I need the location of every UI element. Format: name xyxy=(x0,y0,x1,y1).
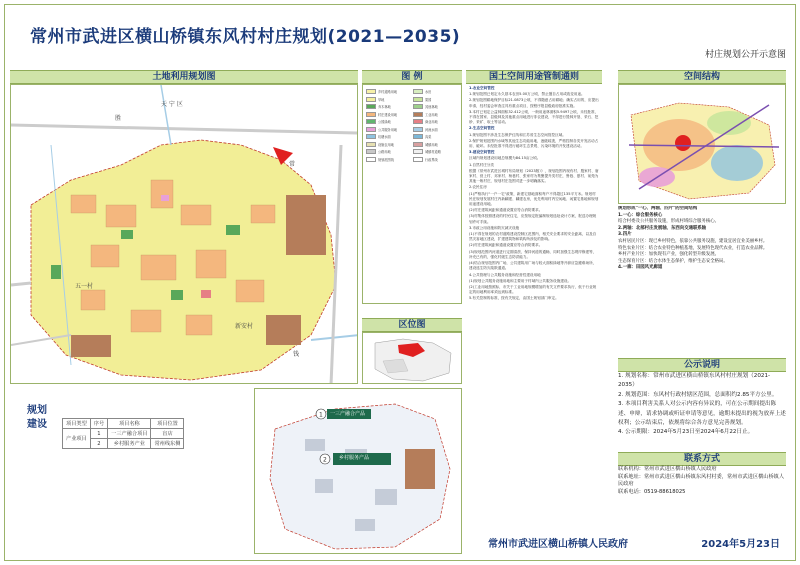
legend-label: 乔木林地 xyxy=(378,105,391,110)
legend-swatch xyxy=(413,112,423,117)
label-xinlian: 新安村 xyxy=(235,323,254,330)
legend-label: 村庄建设用地 xyxy=(378,112,398,117)
rules-paragraph: (2)村庄建筑间距和通道设置应符合消防要求。 xyxy=(469,243,543,248)
legend-label: 规划范围线 xyxy=(378,157,394,162)
legend-item xyxy=(413,148,458,156)
project-header-type: 项目类型 xyxy=(63,419,91,429)
rules-paragraph: 5.有关控制的标准，按有关规定，由国土规划部门审定。 xyxy=(469,296,559,301)
legend-label: 旱地 xyxy=(378,97,385,102)
contact-header: 联系方式 xyxy=(618,452,786,466)
rules-paragraph: (2)工业用地按照标，市关于工业用地规模增加的有关文件要求执行，低于行业规定的用地利用率须达到标准。 xyxy=(469,284,597,295)
legend-list xyxy=(366,88,458,163)
structure-item: 2.两轴：北部村庄发展轴、东西向交通联系轴 xyxy=(618,225,707,231)
structure-item: 农村居民片区：现已乡村特色，依靠公共服务设施，建设宜居宜业美丽乡村。 xyxy=(618,238,768,244)
project-row-no: 2 xyxy=(90,439,107,449)
rules-paragraph: 1.规划范围不涉及生态保护红线和江苏省生态空间管控区域。 xyxy=(469,132,566,137)
project-map xyxy=(254,388,462,554)
rules-paragraph: (4)结合规划范围内广场，公共建筑用广场与较大面积绿地等开辟应急避难场所，建设逃生防灾疏散通道。 xyxy=(469,261,597,271)
legend-swatch xyxy=(413,97,423,102)
legend-label: 城镇村道路 xyxy=(425,150,441,155)
structure-caption: 规划形成"一心、两轴、四片"的空间结构 xyxy=(618,206,698,211)
legend-item xyxy=(413,126,458,134)
legend-item xyxy=(366,88,411,96)
legend-swatch xyxy=(366,149,376,154)
legend-swatch xyxy=(366,157,376,162)
rules-paragraph: (1)不得在规划的农村道路建设控制区范围内，相关安全要求的安全距离，以及自然灾害地区建设，扩建建筑物和筑构所涉及的影响。 xyxy=(469,232,597,242)
location-header: 区位图 xyxy=(362,318,462,332)
structure-text xyxy=(618,206,786,364)
structure-item: 乡村产业片区：加快现有产业，强化转型升级发展。 xyxy=(618,252,719,258)
legend-item xyxy=(413,118,458,126)
location-map xyxy=(362,332,462,384)
contact-item: 联系电话：0519-88618025 xyxy=(618,488,686,495)
project-group: 产业项目 xyxy=(63,429,91,449)
contact-text xyxy=(618,466,788,526)
legend-label: 行政界线 xyxy=(425,157,438,162)
footer-dept: 常州市武进区横山桥镇人民政府 xyxy=(488,539,628,550)
legend-label: 河流水面 xyxy=(425,127,438,132)
page-title: 常州市武进区横山桥镇东风村村庄规划(2021—2035) xyxy=(30,27,461,47)
project-table xyxy=(62,418,184,449)
project-row-loc: 常州线东侧 xyxy=(151,439,184,449)
project-row-name: 乡村服务产业 xyxy=(108,439,151,449)
label-wuyi: 五一村 xyxy=(75,283,94,290)
legend-label: 坑塘水面 xyxy=(378,135,391,140)
legend-label: 沟渠 xyxy=(425,135,432,140)
legend-label: 公园绿地 xyxy=(378,120,391,125)
structure-diagram xyxy=(618,84,786,204)
rules-header: 国土空间用途管制通则 xyxy=(466,70,602,84)
rules-paragraph: 1.自然村庄分类 xyxy=(469,162,494,167)
rules-paragraph: (1)规划公共服务设施用地和主要用于村域内公共服务设施建设。 xyxy=(469,278,572,283)
svg-text:1: 1 xyxy=(319,411,323,419)
legend-label: 城镇用地 xyxy=(425,142,438,147)
label-sheng: 胜 xyxy=(115,115,122,122)
legend-label: 工业用地 xyxy=(425,112,438,117)
legend-label: 其他林地 xyxy=(425,105,438,110)
legend-item xyxy=(413,111,458,119)
legend-label: 设施农用地 xyxy=(378,142,394,147)
rules-paragraph: 2.规划范围耕地保护目标21.0873公顷，不得随意占用耕地；确实占用的，应提出申请，经村委会审查注具有重点项目，按程序报县级政府批准实施。 xyxy=(469,98,599,108)
rules-paragraph: (3)规划范围内河道进行定期清淤，保持河道的通畅，同时加强生态堤岸修建等，补充已有的，强化村级生态防洪能力。 xyxy=(469,249,597,259)
legend-item xyxy=(366,148,411,156)
legend-item xyxy=(366,156,411,164)
legend-item xyxy=(413,96,458,104)
project-row-name: 一三产融合项目 xyxy=(108,429,151,439)
legend-label: 公共服务用地 xyxy=(378,127,398,132)
legend-swatch xyxy=(366,119,376,124)
project-header-no: 序号 xyxy=(90,419,107,429)
rules-paragraph: 3.市政公用设施和防灾减灾设施 xyxy=(469,225,520,230)
legend-swatch xyxy=(413,157,423,162)
legend-swatch xyxy=(366,89,376,94)
label-qian: 钱 xyxy=(293,351,300,358)
rules-paragraph: (1)严格执行"一户一宅"政策，新建宅基地面积每户不得超过135平方米。规划村民在规划发展村庄内新翻建、翻建农房，优先利用村内空闲地、闲置宅基地和规划用途建设用地。 xyxy=(469,191,599,207)
rules-paragraph: 3.建设空间管控 xyxy=(469,150,495,155)
rules-text xyxy=(466,84,602,524)
label-chang: 常 xyxy=(289,161,296,168)
inset-label-industry: 一三产融合产品 xyxy=(330,411,366,417)
legend-swatch xyxy=(366,134,376,139)
structure-item: 生态保育片区：结合水体生态保护，维护生态安全格局。 xyxy=(618,258,728,264)
legend-swatch xyxy=(366,97,376,102)
rules-paragraph: (2)村庄建筑间距和通道设置应符合消防要求。 xyxy=(469,208,543,213)
legend-item xyxy=(413,133,458,141)
rules-paragraph: (3)村集体按照建设的村民住宅，应按规定报编制规划选址设计方案，报送办理规划许可手续。 xyxy=(469,214,597,224)
notice-item: 3. 本项目利害关系人对公示内容有异议的，可在公示期间提出陈述、申辩，请求协调或听证申请等意见，逾期未提出的视为放弃上述权利；公示结束后，依规将综合各方意见完善规划。 xyxy=(618,401,786,427)
legend-item xyxy=(413,156,458,164)
legend-label: 公路用地 xyxy=(378,150,391,155)
location-map-svg xyxy=(363,333,462,384)
legend-item xyxy=(366,103,411,111)
legend-swatch xyxy=(413,149,423,154)
rules-paragraph: 2.生态空间管控 xyxy=(469,126,495,131)
structure-item: 结合村委及公共服务设施，形成村域综合服务核心。 xyxy=(618,219,719,225)
legend-item xyxy=(413,103,458,111)
structure-item: 3.四片 xyxy=(618,232,632,238)
structure-item: 1.一心：综合服务核心 xyxy=(618,212,663,218)
structure-item: 特色农业片区：结合农业特色种植基地，发展特色现代农业，打造农业品牌。 xyxy=(618,245,768,251)
legend-label: 乡村道路用地 xyxy=(378,90,398,95)
page-subtitle: 村庄规划公开示意图 xyxy=(704,50,786,60)
legend-swatch xyxy=(413,89,423,94)
structure-header: 空间结构 xyxy=(618,70,786,84)
contact-item: 联系地址：常州市武进区横山桥镇东风村村委，常州市武进区横山桥镇人民政府 xyxy=(618,473,785,488)
rules-paragraph: 1.规划范围已划定永久基本农田5.00万公顷，禁止擅自占用或改变用途。 xyxy=(469,92,585,97)
legend-swatch xyxy=(366,112,376,117)
rules-paragraph: 2.保护规划范围内水域等其他生态功能用地，逐级疏浚，严格控制各类开发活动占用、破坏。未经批准不得进行破坏生态景观、污染环境的开发建设活动。 xyxy=(469,138,599,149)
footer xyxy=(466,530,790,552)
legend-swatch xyxy=(366,142,376,147)
svg-text:2: 2 xyxy=(323,456,327,464)
rules-paragraph: 1.农业空间管控 xyxy=(469,86,495,90)
rules-paragraph: 3.本村已划定公益林面积32.412公顷，一般用途林面积5.9497公顷，未经批准，不得在国家、县级林及其他重点用地进行非农建设，不得进行毁林开垦、采石、挖砂、采矿、取土等活动。 xyxy=(469,109,599,125)
legend-label: 果园 xyxy=(425,97,432,102)
structure-item: 4.一廊：田园风光廊道 xyxy=(618,265,663,271)
notice-item: 4. 公示期限：2024年5月23日至2024年6月22日止。 xyxy=(618,429,754,436)
legend-panel xyxy=(362,84,462,304)
legend-swatch xyxy=(413,119,423,124)
project-row-loc: 盲店 xyxy=(151,429,184,439)
notice-header: 公示说明 xyxy=(618,358,786,372)
legend-swatch xyxy=(413,134,423,139)
footer-date: 2024年5月23日 xyxy=(701,539,780,550)
inset-label-service: 乡村服务产品 xyxy=(339,455,370,461)
legend-item xyxy=(413,141,458,149)
legend-item xyxy=(413,88,458,96)
legend-label: 商业用地 xyxy=(425,120,438,125)
rules-paragraph: 4.公共管理与公共服务设施和经营性建设用地 xyxy=(469,272,541,277)
legend-swatch xyxy=(413,127,423,132)
project-header-name: 项目名称 xyxy=(108,419,151,429)
legend-item xyxy=(366,118,411,126)
rules-paragraph: 区域内规划建设用地总规模为84.15亩公顷。 xyxy=(469,156,541,161)
notice-item: 2. 规划范围：东风村行政村辖区范围，总面积约2.85平方公里。 xyxy=(618,391,778,398)
legend-item xyxy=(366,96,411,104)
land-use-map-svg xyxy=(11,85,358,384)
legend-item xyxy=(366,133,411,141)
legend-swatch xyxy=(413,142,423,147)
legend-item xyxy=(366,126,411,134)
land-use-header: 土地利用规划图 xyxy=(10,70,358,84)
project-row-no: 1 xyxy=(90,429,107,439)
legend-swatch xyxy=(366,104,376,109)
contact-item: 联系机构：常州市武进区横山桥镇人民政府 xyxy=(618,466,717,472)
legend-label: 水田 xyxy=(425,90,432,95)
project-header-loc: 项目位置 xyxy=(151,419,184,429)
land-use-map xyxy=(10,84,358,384)
legend-header: 图 例 xyxy=(362,70,462,84)
notice-item: 1. 规划名称：常州市武进区横山桥镇东风村村庄规划（2021-2035） xyxy=(618,373,771,389)
legend-swatch xyxy=(413,104,423,109)
rules-paragraph: 根据《常州市武进区城村布局规划（2023版）》，规划范围内现有村、殷家村、唐家村、营上村、邓家村、杨巷村、张家村为集聚提升类村庄，鲁巷、夏村、前苑为其他一般村庄，规划村庄范围对进一步明确落实。 xyxy=(469,168,599,184)
label-tianning: 天 宁 区 xyxy=(161,101,183,108)
rules-paragraph: 2.农民住房 xyxy=(469,185,487,190)
legend-item xyxy=(366,141,411,149)
legend-swatch xyxy=(366,127,376,132)
legend-item xyxy=(366,111,411,119)
project-side-label: 规划建设 xyxy=(27,405,47,430)
structure-diagram-svg xyxy=(619,85,786,204)
